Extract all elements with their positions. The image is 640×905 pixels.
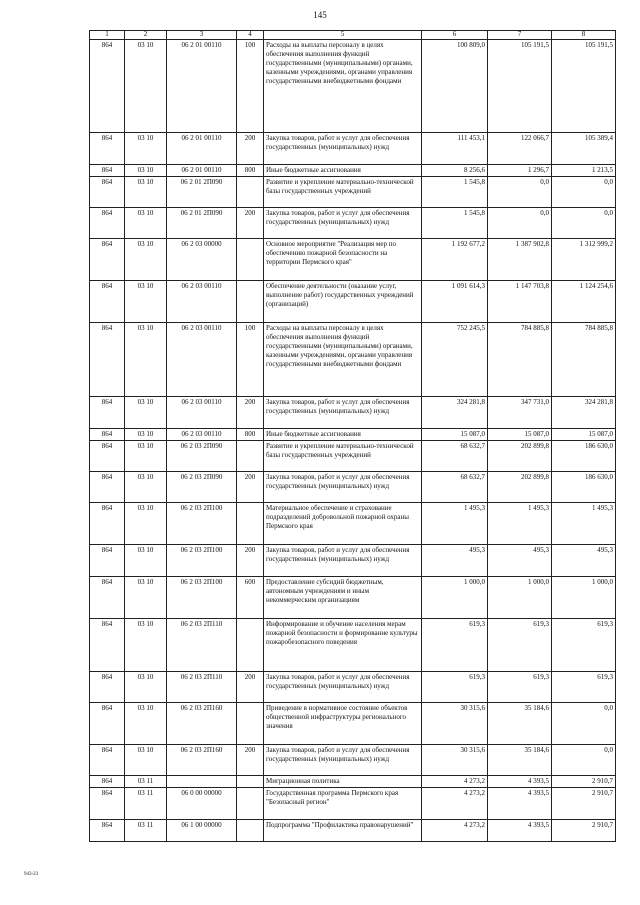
cell-section: 03 11: [125, 775, 167, 787]
cell-target-article: 06 2 03 2П100: [167, 576, 237, 618]
cell-target-article: 06 2 03 00110: [167, 280, 237, 322]
table-row: [90, 164, 616, 176]
table-row: [90, 396, 616, 428]
cell-expense-type: [237, 280, 264, 322]
header-cell: 3: [167, 31, 237, 40]
cell-amount-2: 0,0: [488, 176, 552, 207]
cell-target-article: 06 2 03 00110: [167, 396, 237, 428]
cell-amount-3: 495,3: [552, 544, 616, 576]
cell-chapter: 864: [90, 396, 125, 428]
cell-name: Закупка товаров, работ и услуг для обеспечения государственных (муниципальных) нужд: [264, 396, 422, 428]
cell-amount-2: 495,3: [488, 544, 552, 576]
cell-expense-type: [237, 440, 264, 471]
cell-amount-1: 4 273,2: [422, 787, 488, 819]
cell-target-article: 06 2 03 00110: [167, 322, 237, 396]
cell-chapter: 864: [90, 440, 125, 471]
cell-chapter: 864: [90, 702, 125, 744]
cell-name: Закупка товаров, работ и услуг для обеспечения государственных (муниципальных) нужд: [264, 207, 422, 238]
cell-amount-1: 1 545,8: [422, 176, 488, 207]
cell-amount-3: 2 910,7: [552, 787, 616, 819]
cell-amount-1: 495,3: [422, 544, 488, 576]
cell-name: Информирование и обучение населения мерам пожарной безопасности и формирование культуры пожаробезопасного поведения: [264, 618, 422, 671]
cell-amount-3: 784 885,8: [552, 322, 616, 396]
cell-name: Предоставление субсидий бюджетным, автономным учреждениям и иным некоммерческим организациям: [264, 576, 422, 618]
table-body: [90, 39, 616, 841]
cell-chapter: 864: [90, 39, 125, 132]
cell-target-article: 06 2 03 2П100: [167, 502, 237, 544]
cell-chapter: 864: [90, 322, 125, 396]
cell-amount-2: 35 184,6: [488, 702, 552, 744]
cell-amount-2: 4 393,5: [488, 787, 552, 819]
cell-section: 03 10: [125, 471, 167, 502]
cell-amount-1: 1 495,3: [422, 502, 488, 544]
cell-amount-3: 186 630,0: [552, 440, 616, 471]
cell-chapter: 864: [90, 428, 125, 440]
table-row: [90, 819, 616, 841]
cell-target-article: 06 2 01 00110: [167, 132, 237, 164]
cell-amount-3: 1 000,0: [552, 576, 616, 618]
page-number: 145: [313, 10, 327, 20]
table-row: [90, 238, 616, 280]
cell-target-article: 06 2 03 2П090: [167, 440, 237, 471]
cell-chapter: 864: [90, 744, 125, 775]
cell-target-article: 06 2 03 00000: [167, 238, 237, 280]
cell-expense-type: 100: [237, 322, 264, 396]
cell-amount-1: 1 192 677,2: [422, 238, 488, 280]
cell-amount-2: 105 191,5: [488, 39, 552, 132]
table-row: [90, 576, 616, 618]
cell-amount-2: 15 087,0: [488, 428, 552, 440]
cell-target-article: 06 2 01 2П090: [167, 176, 237, 207]
cell-name: Подпрограмма "Профилактика правонарушений": [264, 819, 422, 841]
cell-name: Развитие и укрепление материально-технической базы государственных учреждений: [264, 440, 422, 471]
header-cell: 6: [422, 31, 488, 40]
cell-name: Закупка товаров, работ и услуг для обеспечения государственных (муниципальных) нужд: [264, 671, 422, 702]
cell-amount-1: 324 281,8: [422, 396, 488, 428]
cell-expense-type: 200: [237, 132, 264, 164]
cell-expense-type: [237, 618, 264, 671]
cell-section: 03 10: [125, 238, 167, 280]
cell-name: Обеспечение деятельности (оказание услуг, выполнение работ) государственных учреждений (организаций): [264, 280, 422, 322]
cell-chapter: 864: [90, 502, 125, 544]
cell-amount-1: 4 273,2: [422, 775, 488, 787]
cell-target-article: [167, 775, 237, 787]
cell-name: Закупка товаров, работ и услуг для обеспечения государственных (муниципальных) нужд: [264, 744, 422, 775]
cell-expense-type: [237, 702, 264, 744]
table-row: [90, 544, 616, 576]
cell-amount-2: 1 296,7: [488, 164, 552, 176]
cell-chapter: 864: [90, 176, 125, 207]
cell-name: Миграционная политика: [264, 775, 422, 787]
cell-amount-2: 202 899,8: [488, 471, 552, 502]
cell-target-article: 06 2 03 00110: [167, 428, 237, 440]
cell-target-article: 06 0 00 00000: [167, 787, 237, 819]
cell-amount-2: 1 147 703,8: [488, 280, 552, 322]
table-row: [90, 744, 616, 775]
cell-section: 03 10: [125, 576, 167, 618]
table-row: [90, 207, 616, 238]
cell-chapter: 864: [90, 671, 125, 702]
table-row: [90, 176, 616, 207]
cell-expense-type: 200: [237, 744, 264, 775]
cell-expense-type: [237, 502, 264, 544]
cell-amount-2: 4 393,5: [488, 775, 552, 787]
cell-amount-1: 100 809,0: [422, 39, 488, 132]
cell-name: Государственная программа Пермского края "Безопасный регион": [264, 787, 422, 819]
cell-name: Приведение в нормативное состояние объектов общественной инфраструктуры регионального значения: [264, 702, 422, 744]
header-cell: 8: [552, 31, 616, 40]
cell-expense-type: 200: [237, 471, 264, 502]
cell-amount-2: 35 184,6: [488, 744, 552, 775]
cell-target-article: 06 2 03 2П160: [167, 702, 237, 744]
cell-amount-3: 105 191,5: [552, 39, 616, 132]
cell-amount-1: 30 315,6: [422, 702, 488, 744]
cell-amount-1: 15 087,0: [422, 428, 488, 440]
table-row: [90, 132, 616, 164]
cell-section: 03 11: [125, 787, 167, 819]
cell-expense-type: [237, 238, 264, 280]
cell-name: Закупка товаров, работ и услуг для обеспечения государственных (муниципальных) нужд: [264, 132, 422, 164]
table-row: [90, 618, 616, 671]
cell-name: Закупка товаров, работ и услуг для обеспечения государственных (муниципальных) нужд: [264, 471, 422, 502]
cell-amount-3: 186 630,0: [552, 471, 616, 502]
cell-expense-type: [237, 775, 264, 787]
cell-name: Расходы на выплаты персоналу в целях обеспечения выполнения функций государственными (муниципальными) органами, казенными учреждениями, органами управления государственными внебюджетными фондами: [264, 39, 422, 132]
cell-section: 03 10: [125, 440, 167, 471]
cell-chapter: 864: [90, 618, 125, 671]
cell-amount-1: 1 000,0: [422, 576, 488, 618]
header-cell: 1: [90, 31, 125, 40]
cell-chapter: 864: [90, 238, 125, 280]
cell-amount-3: 0,0: [552, 702, 616, 744]
cell-amount-2: 619,3: [488, 618, 552, 671]
cell-section: 03 10: [125, 39, 167, 132]
header-cell: 5: [264, 31, 422, 40]
cell-target-article: 06 1 00 00000: [167, 819, 237, 841]
cell-section: 03 10: [125, 132, 167, 164]
cell-amount-1: 30 315,6: [422, 744, 488, 775]
cell-target-article: 06 2 01 00110: [167, 164, 237, 176]
header-cell: 7: [488, 31, 552, 40]
cell-section: 03 10: [125, 396, 167, 428]
cell-chapter: 864: [90, 471, 125, 502]
cell-name: Расходы на выплаты персоналу в целях обеспечения выполнения функций государственными (муниципальными) органами, казенными учреждениями, органами управления государственными внебюджетными фондами: [264, 322, 422, 396]
cell-amount-1: 111 453,1: [422, 132, 488, 164]
cell-amount-2: 347 731,0: [488, 396, 552, 428]
cell-chapter: 864: [90, 164, 125, 176]
cell-section: 03 10: [125, 744, 167, 775]
cell-amount-1: 752 245,5: [422, 322, 488, 396]
table-row: [90, 471, 616, 502]
cell-amount-1: 1 545,8: [422, 207, 488, 238]
table-row: [90, 671, 616, 702]
cell-amount-2: 1 495,3: [488, 502, 552, 544]
table-row: [90, 440, 616, 471]
cell-section: 03 10: [125, 322, 167, 396]
cell-amount-3: 2 910,7: [552, 819, 616, 841]
cell-amount-3: 1 495,3: [552, 502, 616, 544]
cell-expense-type: [237, 176, 264, 207]
cell-name: Основное мероприятие "Реализация мер по обеспечению пожарной безопасности на территории Пермского края": [264, 238, 422, 280]
cell-amount-3: 0,0: [552, 744, 616, 775]
cell-section: 03 10: [125, 502, 167, 544]
cell-amount-2: 122 066,7: [488, 132, 552, 164]
cell-amount-2: 1 387 902,8: [488, 238, 552, 280]
cell-expense-type: 800: [237, 164, 264, 176]
header-row: [90, 31, 616, 40]
cell-amount-1: 619,3: [422, 618, 488, 671]
cell-target-article: 06 2 03 2П110: [167, 671, 237, 702]
cell-name: Развитие и укрепление материально-технической базы государственных учреждений: [264, 176, 422, 207]
footer-code: 943-23: [24, 872, 39, 877]
table-row: [90, 502, 616, 544]
cell-expense-type: 600: [237, 576, 264, 618]
cell-expense-type: [237, 819, 264, 841]
table-row: [90, 428, 616, 440]
cell-target-article: 06 2 03 2П160: [167, 744, 237, 775]
table-row: [90, 702, 616, 744]
header-cell: 4: [237, 31, 264, 40]
cell-target-article: 06 2 03 2П100: [167, 544, 237, 576]
cell-expense-type: 100: [237, 39, 264, 132]
cell-amount-1: 4 273,2: [422, 819, 488, 841]
cell-amount-1: 619,3: [422, 671, 488, 702]
table-row: [90, 39, 616, 132]
table-row: [90, 280, 616, 322]
cell-amount-3: 619,3: [552, 671, 616, 702]
header-cell: 2: [125, 31, 167, 40]
cell-amount-2: 1 000,0: [488, 576, 552, 618]
cell-expense-type: 200: [237, 207, 264, 238]
cell-amount-2: 784 885,8: [488, 322, 552, 396]
table-row: [90, 322, 616, 396]
cell-chapter: 864: [90, 787, 125, 819]
cell-expense-type: 200: [237, 671, 264, 702]
cell-expense-type: 200: [237, 396, 264, 428]
cell-chapter: 864: [90, 280, 125, 322]
cell-chapter: 864: [90, 132, 125, 164]
cell-amount-3: 324 281,8: [552, 396, 616, 428]
cell-section: 03 10: [125, 702, 167, 744]
cell-target-article: 06 2 01 2П090: [167, 207, 237, 238]
cell-amount-3: 0,0: [552, 207, 616, 238]
cell-amount-3: 1 124 254,6: [552, 280, 616, 322]
cell-chapter: 864: [90, 775, 125, 787]
cell-section: 03 10: [125, 544, 167, 576]
cell-name: Иные бюджетные ассигнования: [264, 164, 422, 176]
cell-amount-1: 68 632,7: [422, 440, 488, 471]
cell-amount-1: 68 632,7: [422, 471, 488, 502]
cell-amount-3: 15 087,0: [552, 428, 616, 440]
cell-amount-3: 105 389,4: [552, 132, 616, 164]
cell-section: 03 10: [125, 176, 167, 207]
cell-section: 03 11: [125, 819, 167, 841]
table-row: [90, 775, 616, 787]
cell-amount-1: 1 091 614,3: [422, 280, 488, 322]
cell-expense-type: [237, 787, 264, 819]
cell-amount-3: 1 312 999,2: [552, 238, 616, 280]
cell-section: 03 10: [125, 207, 167, 238]
cell-amount-3: 1 213,5: [552, 164, 616, 176]
cell-section: 03 10: [125, 280, 167, 322]
cell-amount-2: 202 899,8: [488, 440, 552, 471]
cell-chapter: 864: [90, 544, 125, 576]
cell-amount-2: 0,0: [488, 207, 552, 238]
cell-expense-type: 800: [237, 428, 264, 440]
cell-amount-2: 4 393,5: [488, 819, 552, 841]
cell-amount-3: 2 910,7: [552, 775, 616, 787]
cell-target-article: 06 2 01 00110: [167, 39, 237, 132]
cell-name: Закупка товаров, работ и услуг для обеспечения государственных (муниципальных) нужд: [264, 544, 422, 576]
cell-target-article: 06 2 03 2П090: [167, 471, 237, 502]
cell-amount-2: 619,3: [488, 671, 552, 702]
cell-section: 03 10: [125, 164, 167, 176]
budget-table: [89, 30, 616, 842]
cell-name: Материальное обеспечение и страхование подразделений добровольной пожарной охраны Пермского края: [264, 502, 422, 544]
cell-chapter: 864: [90, 576, 125, 618]
table-row: [90, 787, 616, 819]
cell-section: 03 10: [125, 618, 167, 671]
cell-chapter: 864: [90, 819, 125, 841]
cell-amount-1: 8 256,6: [422, 164, 488, 176]
cell-chapter: 864: [90, 207, 125, 238]
cell-expense-type: 200: [237, 544, 264, 576]
cell-section: 03 10: [125, 671, 167, 702]
cell-amount-3: 0,0: [552, 176, 616, 207]
cell-name: Иные бюджетные ассигнования: [264, 428, 422, 440]
cell-amount-3: 619,3: [552, 618, 616, 671]
cell-target-article: 06 2 03 2П110: [167, 618, 237, 671]
cell-section: 03 10: [125, 428, 167, 440]
